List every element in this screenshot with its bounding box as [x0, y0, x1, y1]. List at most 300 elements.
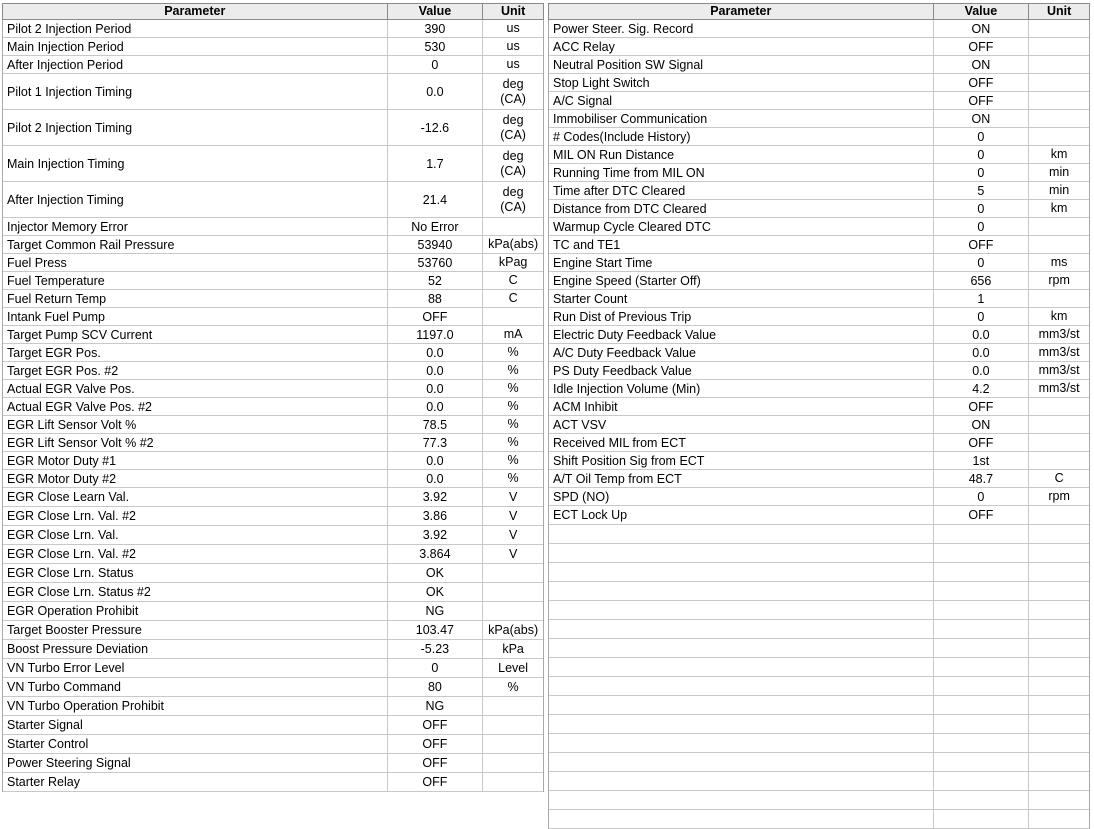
table-row[interactable] [549, 639, 1089, 658]
value-cell [934, 810, 1030, 828]
value-cell: 1197.0 [388, 326, 484, 343]
parameter-cell: Warmup Cycle Cleared DTC [549, 218, 934, 235]
parameter-cell: Starter Control [3, 735, 388, 753]
table-row[interactable] [3, 640, 543, 659]
unit-cell [1029, 639, 1089, 657]
unit-cell: min [1049, 165, 1070, 179]
table-row[interactable] [549, 715, 1089, 734]
parameter-cell: Engine Start Time [549, 254, 934, 271]
value-cell: 4.2 [934, 380, 1030, 397]
table-row[interactable] [549, 38, 1089, 56]
table-row[interactable] [549, 272, 1089, 290]
table-row[interactable] [549, 254, 1089, 272]
unit-cell [1029, 734, 1089, 752]
table-row[interactable] [3, 272, 543, 290]
unit-cell: Level [498, 660, 529, 675]
value-cell [934, 620, 1030, 638]
unit-cell [1029, 110, 1089, 127]
table-row[interactable] [3, 716, 543, 735]
unit-cell: deg (CA) [500, 148, 526, 178]
table-row[interactable] [549, 236, 1089, 254]
table-row[interactable] [549, 452, 1089, 470]
table-row[interactable] [3, 290, 543, 308]
header-unit[interactable]: Unit [500, 4, 526, 18]
table-row[interactable] [549, 658, 1089, 677]
parameter-cell [549, 696, 934, 714]
parameter-cell: EGR Close Learn Val. [3, 488, 388, 506]
value-cell: 1 [934, 290, 1030, 307]
header-value[interactable]: Value [388, 4, 484, 19]
table-row[interactable] [3, 254, 543, 272]
unit-cell: us [506, 21, 520, 35]
unit-cell: km [1050, 309, 1068, 323]
table-row[interactable] [549, 326, 1089, 344]
parameter-cell: Actual EGR Valve Pos. #2 [3, 398, 388, 415]
unit-cell [483, 564, 543, 582]
value-cell: 0.0 [934, 326, 1030, 343]
table-row[interactable] [3, 326, 543, 344]
parameter-cell: Stop Light Switch [549, 74, 934, 91]
table-row[interactable] [549, 544, 1089, 563]
unit-cell [1029, 128, 1089, 145]
unit-cell: us [506, 57, 520, 71]
table-row[interactable] [3, 308, 543, 326]
table-row[interactable] [549, 601, 1089, 620]
parameter-cell: ACM Inhibit [549, 398, 934, 415]
value-cell [934, 715, 1030, 733]
value-cell: OFF [934, 38, 1030, 55]
table-row[interactable] [3, 434, 543, 452]
value-cell: 390 [388, 20, 484, 37]
value-cell: OFF [934, 398, 1030, 415]
value-cell [934, 639, 1030, 657]
parameter-cell [549, 753, 934, 771]
table-row[interactable] [3, 362, 543, 380]
unit-cell [1029, 582, 1089, 600]
unit-cell: % [507, 679, 519, 694]
parameter-cell: EGR Operation Prohibit [3, 602, 388, 620]
parameter-cell: Target EGR Pos. #2 [3, 362, 388, 379]
unit-cell: km [1050, 201, 1068, 215]
table-row[interactable] [549, 582, 1089, 601]
value-cell: ON [934, 56, 1030, 73]
table-row[interactable] [3, 218, 543, 236]
table-row[interactable] [549, 470, 1089, 488]
table-row[interactable] [549, 128, 1089, 146]
parameter-cell: Actual EGR Valve Pos. [3, 380, 388, 397]
unit-cell [1029, 506, 1089, 524]
parameter-cell: EGR Close Lrn. Val. #2 [3, 545, 388, 563]
value-cell: 3.92 [388, 526, 484, 544]
table-row[interactable] [549, 772, 1089, 791]
value-cell [934, 525, 1030, 543]
unit-cell: % [507, 435, 519, 449]
parameter-cell: Pilot 2 Injection Timing [3, 110, 388, 145]
unit-cell [1029, 563, 1089, 581]
parameter-cell: EGR Lift Sensor Volt % #2 [3, 434, 388, 451]
parameter-cell: PS Duty Feedback Value [549, 362, 934, 379]
table-row[interactable] [549, 677, 1089, 696]
table-row[interactable] [3, 754, 543, 773]
left-table-body [2, 20, 544, 792]
table-row[interactable] [3, 583, 543, 602]
table-row[interactable] [3, 146, 543, 182]
parameter-cell: EGR Close Lrn. Val. [3, 526, 388, 544]
table-row[interactable] [549, 734, 1089, 753]
value-cell: OFF [934, 236, 1030, 253]
parameter-cell: Electric Duty Feedback Value [549, 326, 934, 343]
value-cell: 53940 [388, 236, 484, 253]
table-row[interactable] [549, 344, 1089, 362]
value-cell: 0 [934, 164, 1030, 181]
value-cell: 0.0 [388, 380, 484, 397]
parameter-cell: Immobiliser Communication [549, 110, 934, 127]
parameter-cell [549, 734, 934, 752]
header-value[interactable]: Value [934, 4, 1030, 19]
table-row[interactable] [549, 290, 1089, 308]
table-row[interactable] [3, 38, 543, 56]
unit-cell: % [507, 471, 519, 485]
parameter-cell [549, 544, 934, 562]
parameter-cell: Received MIL from ECT [549, 434, 934, 451]
parameter-cell: A/C Duty Feedback Value [549, 344, 934, 361]
unit-cell: deg (CA) [500, 184, 526, 214]
table-row[interactable] [3, 773, 543, 792]
value-cell: ON [934, 20, 1030, 37]
unit-cell [1029, 290, 1089, 307]
value-cell: 21.4 [388, 182, 484, 217]
value-cell: 1.7 [388, 146, 484, 181]
parameter-cell: Target Booster Pressure [3, 621, 388, 639]
unit-cell [1029, 620, 1089, 638]
value-cell: OFF [934, 74, 1030, 91]
unit-cell: mm3/st [1038, 345, 1080, 359]
unit-cell: % [507, 417, 519, 431]
value-cell: 78.5 [388, 416, 484, 433]
table-row[interactable] [549, 20, 1089, 38]
value-cell: ON [934, 110, 1030, 127]
unit-cell: V [508, 527, 518, 542]
parameter-cell: After Injection Timing [3, 182, 388, 217]
value-cell: -5.23 [388, 640, 484, 658]
table-row[interactable] [549, 146, 1089, 164]
unit-cell: mA [503, 327, 523, 341]
parameter-cell: Time after DTC Cleared [549, 182, 934, 199]
table-row[interactable] [3, 470, 543, 488]
parameter-cell: Pilot 2 Injection Period [3, 20, 388, 37]
unit-cell [483, 735, 543, 753]
parameter-cell: VN Turbo Error Level [3, 659, 388, 677]
value-cell: 0.0 [388, 470, 484, 487]
table-row[interactable] [3, 678, 543, 697]
value-cell: OFF [388, 716, 484, 734]
unit-cell: % [507, 363, 519, 377]
parameter-cell: VN Turbo Operation Prohibit [3, 697, 388, 715]
parameter-cell: Idle Injection Volume (Min) [549, 380, 934, 397]
unit-cell [1029, 434, 1089, 451]
table-row[interactable] [549, 74, 1089, 92]
unit-cell [1029, 810, 1089, 828]
value-cell [934, 677, 1030, 695]
value-cell: 52 [388, 272, 484, 289]
parameter-cell: Target Common Rail Pressure [3, 236, 388, 253]
table-row[interactable] [3, 697, 543, 716]
table-row[interactable] [3, 735, 543, 754]
table-row[interactable] [549, 696, 1089, 715]
unit-cell: km [1050, 147, 1068, 161]
parameter-cell: EGR Lift Sensor Volt % [3, 416, 388, 433]
value-cell: 656 [934, 272, 1030, 289]
unit-cell [1029, 452, 1089, 469]
table-row[interactable] [549, 92, 1089, 110]
table-row[interactable] [549, 488, 1089, 506]
value-cell: 1st [934, 452, 1030, 469]
parameter-cell: Power Steering Signal [3, 754, 388, 772]
table-row[interactable] [3, 659, 543, 678]
value-cell [934, 563, 1030, 581]
parameter-cell [549, 677, 934, 695]
value-cell: ON [934, 416, 1030, 433]
value-cell: 0 [934, 218, 1030, 235]
value-cell: OFF [934, 92, 1030, 109]
parameter-cell: Starter Relay [3, 773, 388, 791]
unit-cell: us [506, 39, 520, 53]
value-cell: OFF [934, 506, 1030, 524]
unit-cell [1029, 753, 1089, 771]
value-cell [934, 753, 1030, 771]
parameter-cell [549, 620, 934, 638]
table-row[interactable] [3, 602, 543, 621]
table-row[interactable] [549, 380, 1089, 398]
unit-cell: deg (CA) [500, 112, 526, 142]
table-row[interactable] [3, 110, 543, 146]
parameter-cell: Power Steer. Sig. Record [549, 20, 934, 37]
value-cell: NG [388, 602, 484, 620]
table-row[interactable] [3, 452, 543, 470]
parameter-cell: TC and TE1 [549, 236, 934, 253]
unit-cell [1029, 218, 1089, 235]
parameter-cell [549, 563, 934, 581]
unit-cell: kPag [498, 255, 528, 269]
parameter-cell: EGR Close Lrn. Status #2 [3, 583, 388, 601]
parameter-cell: Engine Speed (Starter Off) [549, 272, 934, 289]
unit-cell: V [508, 489, 518, 504]
table-row[interactable] [3, 545, 543, 564]
table-row[interactable] [549, 416, 1089, 434]
parameter-cell [549, 658, 934, 676]
table-row[interactable] [3, 488, 543, 507]
unit-cell [1029, 696, 1089, 714]
unit-cell [483, 218, 543, 235]
table-row[interactable] [3, 20, 543, 38]
table-row[interactable] [3, 398, 543, 416]
table-row[interactable] [549, 434, 1089, 452]
unit-cell [1029, 772, 1089, 790]
unit-cell: ms [1050, 255, 1068, 269]
table-row[interactable] [3, 380, 543, 398]
value-cell: 0 [934, 308, 1030, 325]
unit-cell [1029, 544, 1089, 562]
unit-cell: % [507, 453, 519, 467]
value-cell [934, 696, 1030, 714]
unit-cell: mm3/st [1038, 381, 1080, 395]
parameter-cell [549, 639, 934, 657]
unit-cell [1029, 416, 1089, 433]
unit-cell [1029, 56, 1089, 73]
value-cell: 3.86 [388, 507, 484, 525]
table-row[interactable] [549, 810, 1089, 829]
parameter-cell [549, 810, 934, 828]
left-table-header [2, 3, 544, 20]
table-row[interactable] [549, 308, 1089, 326]
parameter-cell: VN Turbo Command [3, 678, 388, 696]
table-row[interactable] [3, 182, 543, 218]
unit-cell: C [1054, 471, 1064, 485]
value-cell: OK [388, 583, 484, 601]
header-parameter[interactable]: Parameter [3, 4, 388, 19]
table-row[interactable] [549, 200, 1089, 218]
table-row[interactable] [3, 416, 543, 434]
left-data-table [2, 3, 544, 792]
right-data-table [548, 3, 1090, 829]
unit-cell [1029, 658, 1089, 676]
parameter-cell: EGR Close Lrn. Status [3, 564, 388, 582]
value-cell [934, 734, 1030, 752]
table-row[interactable] [3, 56, 543, 74]
value-cell: 103.47 [388, 621, 484, 639]
parameter-cell: Target EGR Pos. [3, 344, 388, 361]
parameter-cell: Main Injection Timing [3, 146, 388, 181]
value-cell: 0 [934, 128, 1030, 145]
unit-cell: V [508, 508, 518, 523]
value-cell: 530 [388, 38, 484, 55]
value-cell: No Error [388, 218, 484, 235]
table-row[interactable] [549, 362, 1089, 380]
unit-cell: min [1049, 183, 1070, 197]
table-row[interactable] [3, 507, 543, 526]
parameter-cell: MIL ON Run Distance [549, 146, 934, 163]
right-table-body [548, 20, 1090, 829]
right-table-header [548, 3, 1090, 20]
table-row[interactable] [3, 621, 543, 640]
value-cell: 53760 [388, 254, 484, 271]
table-row[interactable] [549, 563, 1089, 582]
unit-cell [1029, 20, 1089, 37]
table-row[interactable] [549, 398, 1089, 416]
value-cell: 5 [934, 182, 1030, 199]
table-row[interactable] [549, 110, 1089, 128]
table-row[interactable] [549, 525, 1089, 544]
unit-cell [1029, 601, 1089, 619]
parameter-cell: EGR Motor Duty #2 [3, 470, 388, 487]
unit-cell: % [507, 381, 519, 395]
parameter-cell: A/C Signal [549, 92, 934, 109]
unit-cell [483, 754, 543, 772]
parameter-cell: Intank Fuel Pump [3, 308, 388, 325]
value-cell: OFF [388, 735, 484, 753]
header-unit[interactable]: Unit [1046, 4, 1072, 18]
table-row[interactable] [549, 753, 1089, 772]
value-cell: 48.7 [934, 470, 1030, 487]
parameter-cell: Shift Position Sig from ECT [549, 452, 934, 469]
parameter-cell: Starter Count [549, 290, 934, 307]
value-cell: -12.6 [388, 110, 484, 145]
value-cell: 3.864 [388, 545, 484, 563]
value-cell: 0 [934, 200, 1030, 217]
parameter-cell: Pilot 1 Injection Timing [3, 74, 388, 109]
parameter-cell [549, 772, 934, 790]
unit-cell [1029, 92, 1089, 109]
table-row[interactable] [3, 344, 543, 362]
parameter-cell: Fuel Temperature [3, 272, 388, 289]
table-row[interactable] [549, 506, 1089, 525]
parameter-cell: After Injection Period [3, 56, 388, 73]
parameter-cell: Fuel Return Temp [3, 290, 388, 307]
unit-cell: V [508, 546, 518, 561]
unit-cell: mm3/st [1038, 327, 1080, 341]
value-cell [934, 544, 1030, 562]
value-cell [934, 582, 1030, 600]
parameter-cell: Distance from DTC Cleared [549, 200, 934, 217]
parameter-cell: Injector Memory Error [3, 218, 388, 235]
unit-cell [483, 308, 543, 325]
parameter-cell: ECT Lock Up [549, 506, 934, 524]
value-cell: 0.0 [388, 452, 484, 469]
value-cell [934, 658, 1030, 676]
parameter-cell: EGR Motor Duty #1 [3, 452, 388, 469]
table-row[interactable] [549, 218, 1089, 236]
parameter-cell: Neutral Position SW Signal [549, 56, 934, 73]
unit-cell: % [507, 345, 519, 359]
table-row[interactable] [549, 620, 1089, 639]
unit-cell [1029, 38, 1089, 55]
table-row[interactable] [549, 56, 1089, 74]
unit-cell [1029, 236, 1089, 253]
parameter-cell: Running Time from MIL ON [549, 164, 934, 181]
table-row[interactable] [549, 182, 1089, 200]
parameter-cell: SPD (NO) [549, 488, 934, 505]
unit-cell [1029, 715, 1089, 733]
parameter-cell: Target Pump SCV Current [3, 326, 388, 343]
parameter-cell: Boost Pressure Deviation [3, 640, 388, 658]
parameter-cell: Run Dist of Previous Trip [549, 308, 934, 325]
value-cell: 0.0 [388, 398, 484, 415]
header-parameter[interactable]: Parameter [549, 4, 934, 19]
unit-cell: C [508, 273, 518, 287]
value-cell: 0.0 [388, 362, 484, 379]
table-row[interactable] [3, 526, 543, 545]
value-cell: OFF [388, 773, 484, 791]
parameter-cell: ACC Relay [549, 38, 934, 55]
value-cell [934, 772, 1030, 790]
table-row[interactable] [3, 236, 543, 254]
value-cell: 3.92 [388, 488, 484, 506]
unit-cell [1029, 74, 1089, 91]
unit-cell [483, 716, 543, 734]
value-cell: 0 [934, 488, 1030, 505]
value-cell: 0.0 [388, 344, 484, 361]
value-cell: 80 [388, 678, 484, 696]
parameter-cell: Fuel Press [3, 254, 388, 271]
table-row[interactable] [3, 564, 543, 583]
value-cell: 0 [388, 56, 484, 73]
value-cell: OK [388, 564, 484, 582]
table-row[interactable] [549, 164, 1089, 182]
unit-cell: C [508, 291, 518, 305]
value-cell: 0 [934, 146, 1030, 163]
unit-cell: % [507, 399, 519, 413]
table-row[interactable] [3, 74, 543, 110]
